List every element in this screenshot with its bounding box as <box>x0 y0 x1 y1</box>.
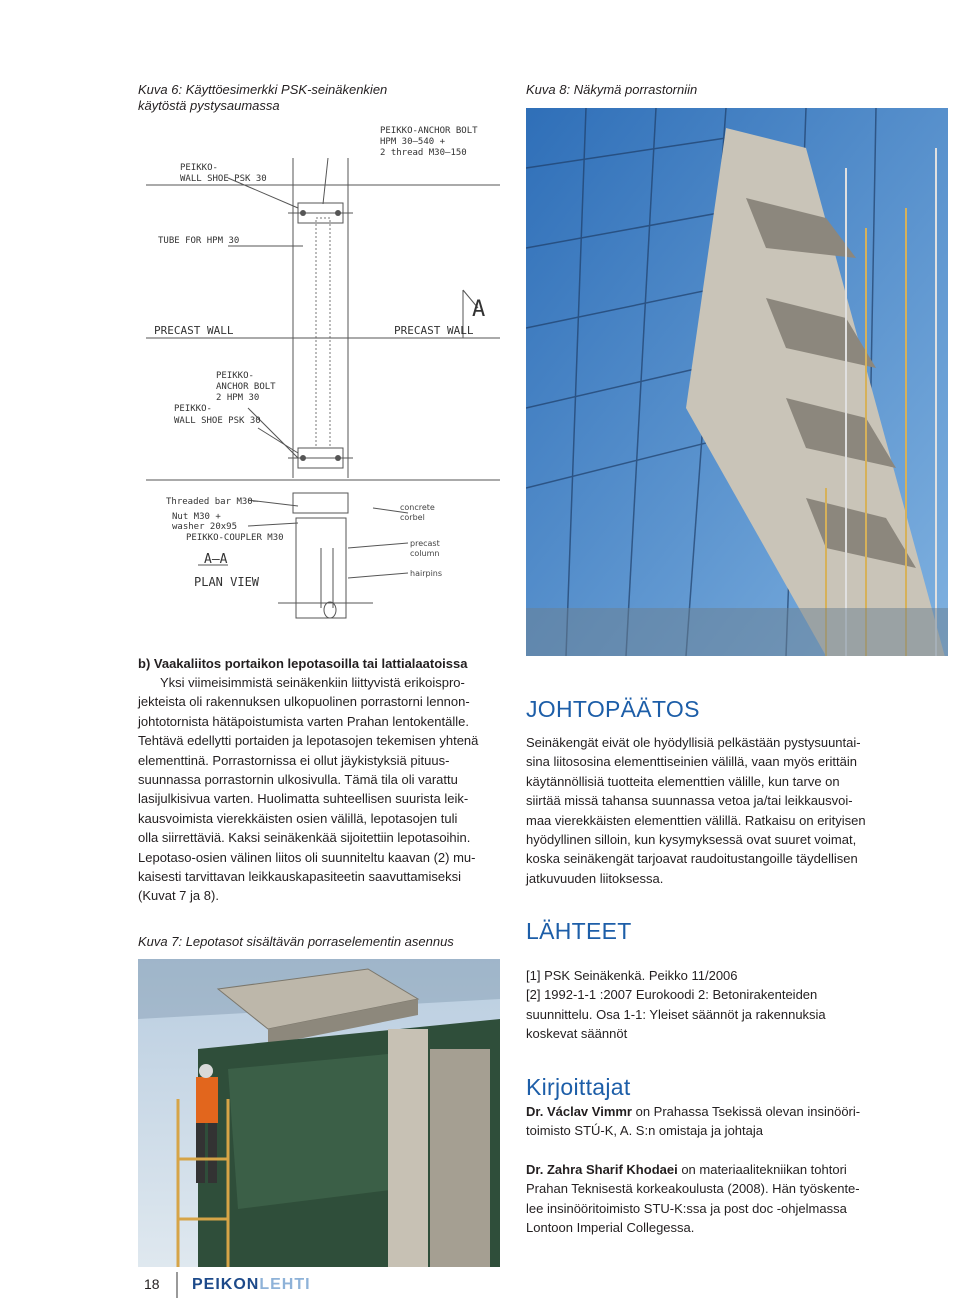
conclusion-line: siirtää missä tahansa suunnassa vetoa ja/tai leikkausvoi- <box>526 793 853 809</box>
drawing-label-shoe2-1: PEIKKO- <box>174 404 212 414</box>
article-line: lasijulkisivua varten. Huolimatta suhteellisen suurista leik- <box>138 791 469 807</box>
article-line: (Kuvat 7 ja 8). <box>138 888 219 904</box>
drawing-label-anchor2-1: PEIKKO- <box>216 371 254 381</box>
article-body <box>138 654 502 906</box>
drawing-label-anchor2-3: 2 HPM 30 <box>216 393 260 403</box>
article-line: Lepotaso-osien välinen liitos oli suunniteltu kaavan (2) mu- <box>138 849 476 865</box>
conclusion-line: maa vierekkäisten elementtien välillä. Ratkaisu on erityisen <box>526 812 866 828</box>
drawing-label-hairpins: hairpins <box>410 569 443 578</box>
references-list <box>526 966 906 1044</box>
drawing-label-precast-wall-left: PRECAST WALL <box>154 324 234 337</box>
stair-installation-photo <box>138 959 500 1267</box>
drawing-label-concrete-1: concrete <box>400 503 435 512</box>
author1-line1: on Prahassa Tsekissä olevan insinööri- <box>632 1104 861 1119</box>
stair-tower-photo <box>526 108 948 656</box>
author2-bio <box>526 1160 906 1238</box>
author2-line1: on materiaalitekniikan tohtori <box>677 1162 847 1177</box>
figure6-caption: Kuva 6: Käyttöesimerkki PSK-seinäkenkien käytöstä pystysaumassa <box>138 82 388 113</box>
article-line: olla siirrettäviä. Kaksi seinäkenkää sijoitettiin lepotasoihin. <box>138 830 471 846</box>
authors-heading: Kirjoittajat <box>526 1074 631 1100</box>
drawing-label-threaded-bar: Threaded bar M30– <box>166 497 259 507</box>
drawing-label-anchor-bolt-2: HPM 30–540 + <box>380 137 446 147</box>
author1-bio <box>526 1102 906 1141</box>
drawing-label-anchor2-2: ANCHOR BOLT <box>216 382 276 392</box>
drawing-label-nut-2: washer 20x95 <box>172 522 238 532</box>
article-line: jekteista oli rakennuksen ulkopuolinen porrastorni lennon- <box>138 694 470 710</box>
drawing-label-concrete-2: corbel <box>400 513 425 522</box>
drawing-label-coupler: PEIKKO-COUPLER M30 <box>186 533 284 543</box>
page-number: 18 <box>144 1276 160 1292</box>
references-heading: LÄHTEET <box>526 918 632 944</box>
drawing-label-section-aa: A—A <box>204 552 228 567</box>
conclusion-body <box>526 733 896 888</box>
reference-item: koskevat säännöt <box>526 1026 628 1042</box>
technical-drawing <box>138 118 510 623</box>
author2-name: Dr. Zahra Sharif Khodaei <box>526 1162 678 1177</box>
drawing-label-nut-1: Nut M30 + <box>172 512 221 522</box>
drawing-label-section-mark: A <box>472 297 486 322</box>
magazine-logo <box>192 1276 311 1294</box>
drawing-label-shoe2-2: WALL SHOE PSK 30 <box>174 416 261 426</box>
drawing-label-wall-shoe-2: WALL SHOE PSK 30 <box>180 174 267 184</box>
author2-line3: lee insinööritoimisto STU-K:ssa ja post doc -ohjelmassa <box>526 1200 847 1216</box>
drawing-label-anchor-bolt-1: PEIKKO-ANCHOR BOLT <box>380 126 478 136</box>
drawing-label-anchor-bolt-3: 2 thread M30–150 <box>380 148 467 158</box>
footer-divider <box>176 1272 178 1298</box>
article-line: elementtinä. Porrastornissa ei ollut jäykistyksiä pituus- <box>138 752 450 768</box>
article-line: kaisesti tarvittavan leikkauskapasiteetin saavuttamiseksi <box>138 869 461 885</box>
reference-item: suunnittelu. Osa 1-1: Yleiset säännöt ja rakennuksia <box>526 1006 826 1022</box>
conclusion-line: Seinäkengät eivät ole hyödyllisiä pelkästään pystysuuntai- <box>526 735 861 750</box>
article-line: Yksi viimeisimmistä seinäkenkiin liittyvistä erikoispro- <box>160 675 465 690</box>
reference-item: [1] PSK Seinäkenkä. Peikko 11/2006 <box>526 968 738 983</box>
drawing-label-precast-col-2: column <box>410 549 440 558</box>
logo-part1: PEIKON <box>192 1276 260 1293</box>
figure7-caption: Kuva 7: Lepotasot sisältävän porraselementin asennus <box>138 934 454 949</box>
author1-name: Dr. Václav Vimmr <box>526 1104 632 1119</box>
article-line: kausvoimista vierekkäisten osien välillä, lepotasojen tuli <box>138 810 458 826</box>
article-line: johtotornista hätäpoistumista varten Prahan lentokentälle. <box>138 713 469 729</box>
conclusion-line: jatkuvuuden liitoksessa. <box>526 870 664 886</box>
logo-part2: LEHTI <box>259 1276 311 1293</box>
conclusion-line: sina liitososina elementtiseinien välillä, vaan myös erittäin <box>526 754 857 770</box>
drawing-label-precast-col-1: precast <box>410 539 440 548</box>
reference-item: [2] 1992-1-1 :2007 Eurokoodi 2: Betonirakenteiden <box>526 987 818 1003</box>
drawing-label-tube: TUBE FOR HPM 30 <box>158 236 240 246</box>
conclusion-line: käytännöllisiä tuotteita elementtien välille, kun tarve on <box>526 773 840 789</box>
conclusion-line: koska seinäkengät tarjoavat raudoitustangoille täydellisen <box>526 851 858 867</box>
drawing-label-plan-view: PLAN VIEW <box>194 575 260 589</box>
drawing-label-wall-shoe-1: PEIKKO- <box>180 163 218 173</box>
author2-line2: Prahan Teknisestä korkeakoulusta (2008). Hän työskente- <box>526 1181 860 1197</box>
figure8-caption: Kuva 8: Näkymä porrastorniin <box>526 82 698 97</box>
article-line: suunnassa porrastornin ulkosivulla. Tämä tila oli varattu <box>138 772 458 788</box>
conclusion-line: hyödyllinen silloin, kun kysymyksessä ovat suuret voimat, <box>526 832 857 848</box>
author2-line4: Lontoon Imperial Collegessa. <box>526 1220 695 1236</box>
author1-line2: toimisto STÚ-K, A. S:n omistaja ja johtaja <box>526 1123 763 1139</box>
conclusion-heading: JOHTOPÄÄTOS <box>526 696 700 722</box>
article-subheading: b) Vaakaliitos portaikon lepotasoilla tai lattialaatoissa <box>138 656 468 671</box>
drawing-label-precast-wall-right: PRECAST WALL <box>394 324 474 337</box>
article-line: Tehtävä edellytti portaiden ja lepotasojen tekemisen yhtenä <box>138 733 479 749</box>
